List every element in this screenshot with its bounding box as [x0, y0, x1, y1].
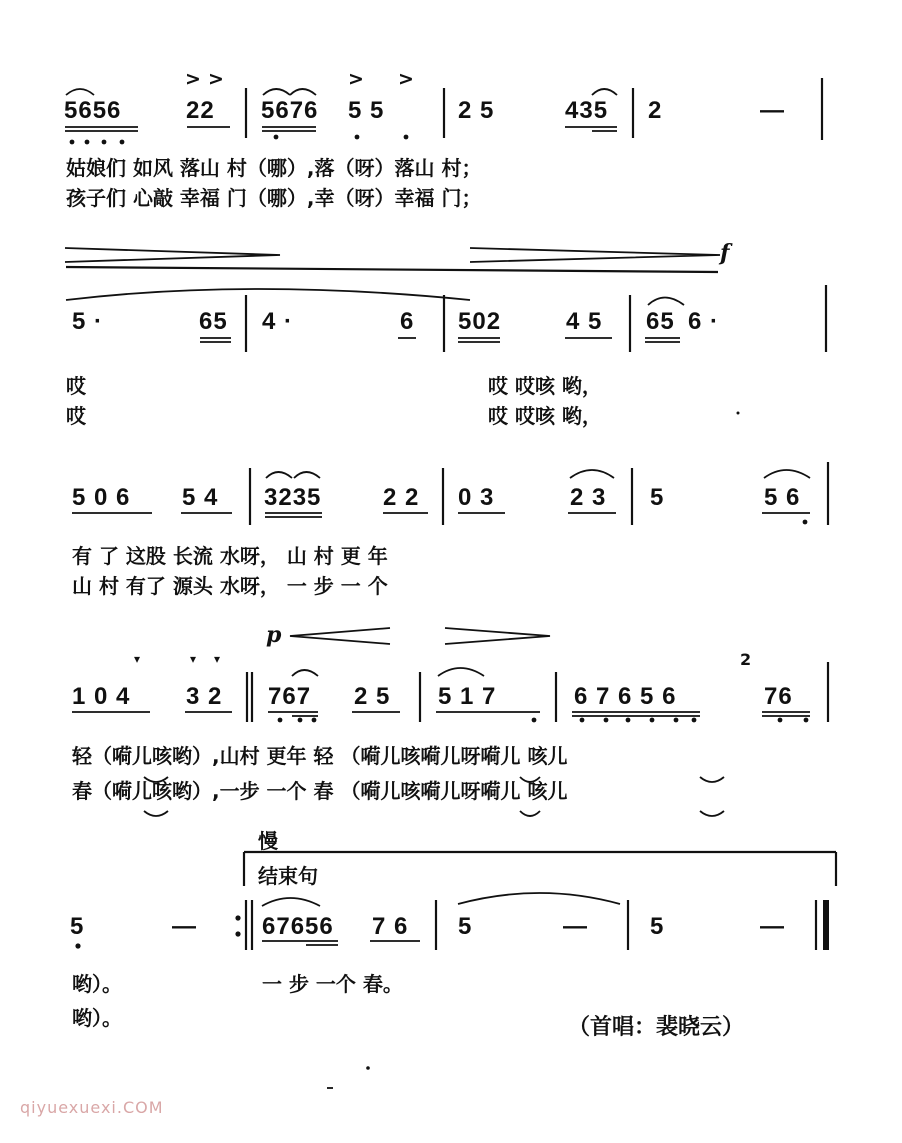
row1-slurs — [66, 89, 617, 95]
row2-hairpins — [65, 248, 720, 272]
row2-note-4: 6 — [400, 308, 415, 335]
row5-note-5: 5 — [458, 913, 473, 940]
row5-lyric-verse2-start: 哟）。 — [72, 1006, 122, 1030]
row1-note-2: 22 — [186, 97, 215, 124]
row1-note-4: 5 5 — [348, 97, 385, 124]
row5-tempo-mark: 慢 — [258, 829, 278, 853]
row2-underlines — [200, 338, 680, 342]
row1-accent-3: > — [348, 68, 364, 90]
row3-underlines — [72, 513, 810, 517]
row5-lyric-verse1-start: 哟）。 — [72, 972, 122, 996]
row5-slurs — [262, 893, 620, 906]
row2-note-6: 4 5 — [566, 308, 603, 335]
row5-repeat-dots — [235, 915, 240, 936]
row1-note-6: 435 — [565, 97, 609, 124]
row5-volta — [244, 852, 836, 886]
row2-lyric-verse1-start: 哎 — [66, 374, 86, 398]
row5-note-1: 5 — [70, 913, 85, 940]
row3-note-5: 0 3 — [458, 484, 495, 511]
row4-barlines — [247, 662, 828, 722]
row5-ending-label: 结束句 — [258, 864, 318, 888]
row2-dynamic-f: f — [720, 240, 730, 266]
row3-note-6: 2 3 — [570, 484, 607, 511]
row1-note-8: — — [760, 97, 785, 124]
row5-note-4: 7 6 — [372, 913, 409, 940]
row4-note-3: 767 — [268, 683, 312, 710]
row4-underlines — [72, 712, 810, 716]
row1-underlines — [65, 127, 617, 131]
row2-slurs — [66, 289, 684, 305]
row1-accent-2: > — [208, 68, 224, 90]
row4-accent-2: ▾ — [190, 652, 197, 666]
row4-grace-note: 2 — [740, 650, 752, 669]
row1-note-1: 5656 — [64, 97, 122, 124]
row3-slurs — [266, 470, 810, 478]
row2-lyric-verse1-end: 哎 哎咳 哟， — [488, 374, 602, 398]
row2-barlines — [246, 285, 826, 352]
row5-note-8: — — [760, 913, 785, 940]
row3-note-3: 3235 — [264, 484, 322, 511]
row4-accent-3: ▾ — [214, 652, 221, 666]
row4-lyric-verse1: 轻（嗬儿咳哟）,山村 更年 轻 （嗬儿咳嗬儿呀嗬儿 咳儿 — [72, 744, 568, 768]
row5-note-7: 5 — [650, 913, 665, 940]
row4-note-2: 3 2 — [186, 683, 223, 710]
row3-lyric-verse2: 山 村 有了 源头 水呀， 一 步 一 个 — [72, 574, 388, 598]
row4-dynamic-p: p — [266, 622, 282, 648]
row2-lyric-verse2-start: 哎 — [66, 404, 86, 428]
row2-note-1: 5 · — [72, 308, 104, 335]
row1-accent-4: > — [398, 68, 414, 90]
row2-note-5: 502 — [458, 308, 502, 335]
row1-lyric-verse1: 姑娘们 如风 落山 村（哪）,落（呀）落山 村； — [66, 156, 482, 180]
row4-hairpins — [290, 628, 550, 644]
row4-accent-1: ▾ — [134, 652, 141, 666]
site-watermark: qiyuexuexi.COM — [20, 1098, 164, 1117]
row4-note-1: 1 0 4 — [72, 683, 131, 710]
performer-credit: （首唱：裴晓云） — [568, 1015, 745, 1040]
row1-barlines — [246, 78, 822, 140]
row5-note-2: — — [172, 913, 197, 940]
row3-note-2: 5 4 — [182, 484, 219, 511]
row3-lyric-verse1: 有 了 这股 长流 水呀， 山 村 更 年 — [72, 544, 388, 568]
row2-lyric-verse2-end: 哎 哎咳 哟， — [488, 404, 602, 428]
row1-note-5: 2 5 — [458, 97, 495, 124]
row3-note-7: 5 — [650, 484, 665, 511]
row3-note-1: 5 0 6 — [72, 484, 131, 511]
row3-barlines — [250, 462, 828, 525]
row1-note-7: 2 — [648, 97, 663, 124]
row4-slurs — [292, 668, 484, 676]
row5-note-6: — — [563, 913, 588, 940]
row5-lyric-ending: 一 步 一个 春。 — [262, 972, 403, 996]
row1-accent-1: > — [185, 68, 201, 90]
row1-note-3: 5676 — [261, 97, 319, 124]
row5-dots — [75, 943, 80, 948]
row3-note-4: 2 2 — [383, 484, 420, 511]
row3-note-8: 5 6 — [764, 484, 801, 511]
row4-note-4: 2 5 — [354, 683, 391, 710]
row3-dots — [803, 520, 808, 525]
row2-note-3: 4 · — [262, 308, 294, 335]
row1-dots — [70, 135, 409, 145]
row2-note-2: 65 — [199, 308, 228, 335]
row5-note-3: 67656 — [262, 913, 334, 940]
row4-note-7: 76 — [764, 683, 793, 710]
row4-dots — [278, 718, 809, 723]
row1-lyric-verse2: 孩子们 心敲 幸福 门（哪）,幸（呀）幸福 门； — [66, 186, 482, 210]
row4-note-5: 5 1 7 — [438, 683, 497, 710]
row2-note-7: 65 — [646, 308, 675, 335]
row5-underlines — [262, 941, 420, 945]
row4-lyric-verse2: 春（嗬儿咳哟）,一步 一个 春 （嗬儿咳嗬儿呀嗬儿 咳儿 — [72, 779, 568, 803]
row4-note-6: 6 7 6 5 6 — [574, 683, 677, 710]
row2-note-8: 6 · — [688, 308, 720, 335]
